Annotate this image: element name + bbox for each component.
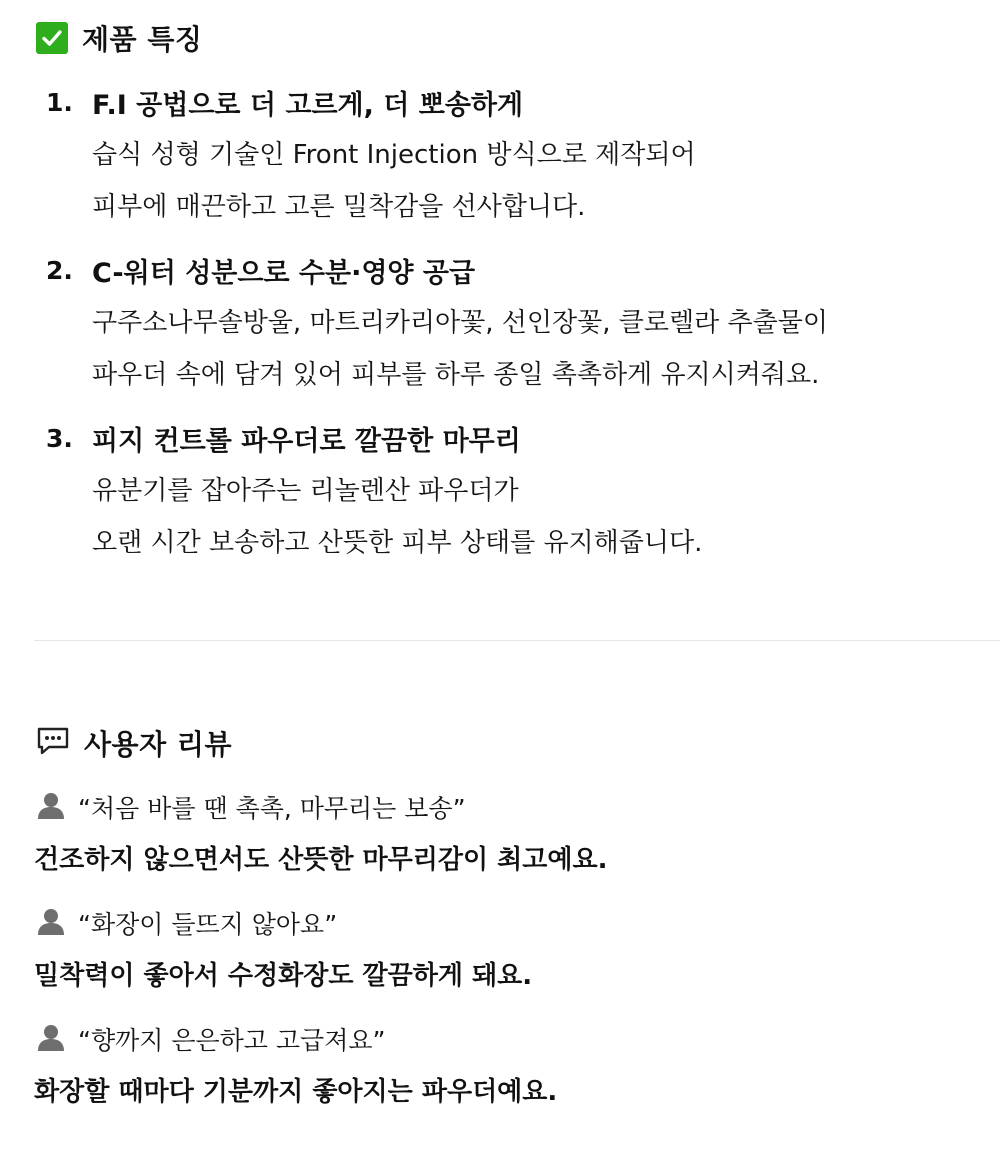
reviews-heading-text: 사용자 리뷰: [84, 728, 232, 761]
user-silhouette-icon: [36, 1022, 78, 1056]
feature-title: 피지 컨트롤 파우더로 깔끔한 마무리: [92, 425, 521, 457]
section-divider: [34, 640, 1000, 641]
features-heading-text: 제품 특징: [82, 23, 203, 56]
review-quote: “처음 바를 땐 촉촉, 마무리는 보송”: [78, 794, 466, 823]
review-quote: “화장이 들뜨지 않아요”: [78, 910, 338, 939]
feature-description-line: 습식 성형 기술인 Front Injection 방식으로 제작되어: [92, 140, 696, 170]
review-quote-row: [36, 788, 466, 826]
feature-title: C-워터 성분으로 수분·영양 공급: [92, 257, 476, 289]
feature-description-line: 유분기를 잡아주는 리놀렌산 파우더가: [92, 476, 519, 506]
feature-description-line: 오랜 시간 보송하고 산뜻한 피부 상태를 유지해줍니다.: [92, 528, 703, 558]
review-quote-row: [36, 904, 337, 942]
check-mark-icon: [36, 22, 68, 54]
feature-description-line: 피부에 매끈하고 고른 밀착감을 선사합니다.: [92, 192, 586, 222]
review-quote: “향까지 은은하고 고급져요”: [78, 1026, 386, 1055]
review-body: 밀착력이 좋아서 수정화장도 깔끔하게 돼요.: [34, 961, 533, 991]
review-body: 화장할 때마다 기분까지 좋아지는 파우더예요.: [34, 1077, 558, 1107]
reviews-heading: [36, 723, 232, 763]
review-quote-row: [36, 1020, 385, 1058]
review-body: 건조하지 않으면서도 산뜻한 마무리감이 최고예요.: [34, 845, 608, 875]
feature-number: 3.: [46, 423, 73, 453]
feature-title: F.I 공법으로 더 고르게, 더 뽀송하게: [92, 89, 524, 121]
feature-number: 1.: [46, 87, 73, 117]
feature-number: 2.: [46, 255, 73, 285]
speech-bubble-icon: [36, 726, 84, 760]
feature-description-line: 파우더 속에 담겨 있어 피부를 하루 종일 촉촉하게 유지시켜줘요.: [92, 360, 820, 390]
features-heading: [36, 18, 202, 58]
feature-description-line: 구주소나무솔방울, 마트리카리아꽃, 선인장꽃, 클로렐라 추출물이: [92, 308, 828, 338]
user-silhouette-icon: [36, 790, 78, 824]
user-silhouette-icon: [36, 906, 78, 940]
